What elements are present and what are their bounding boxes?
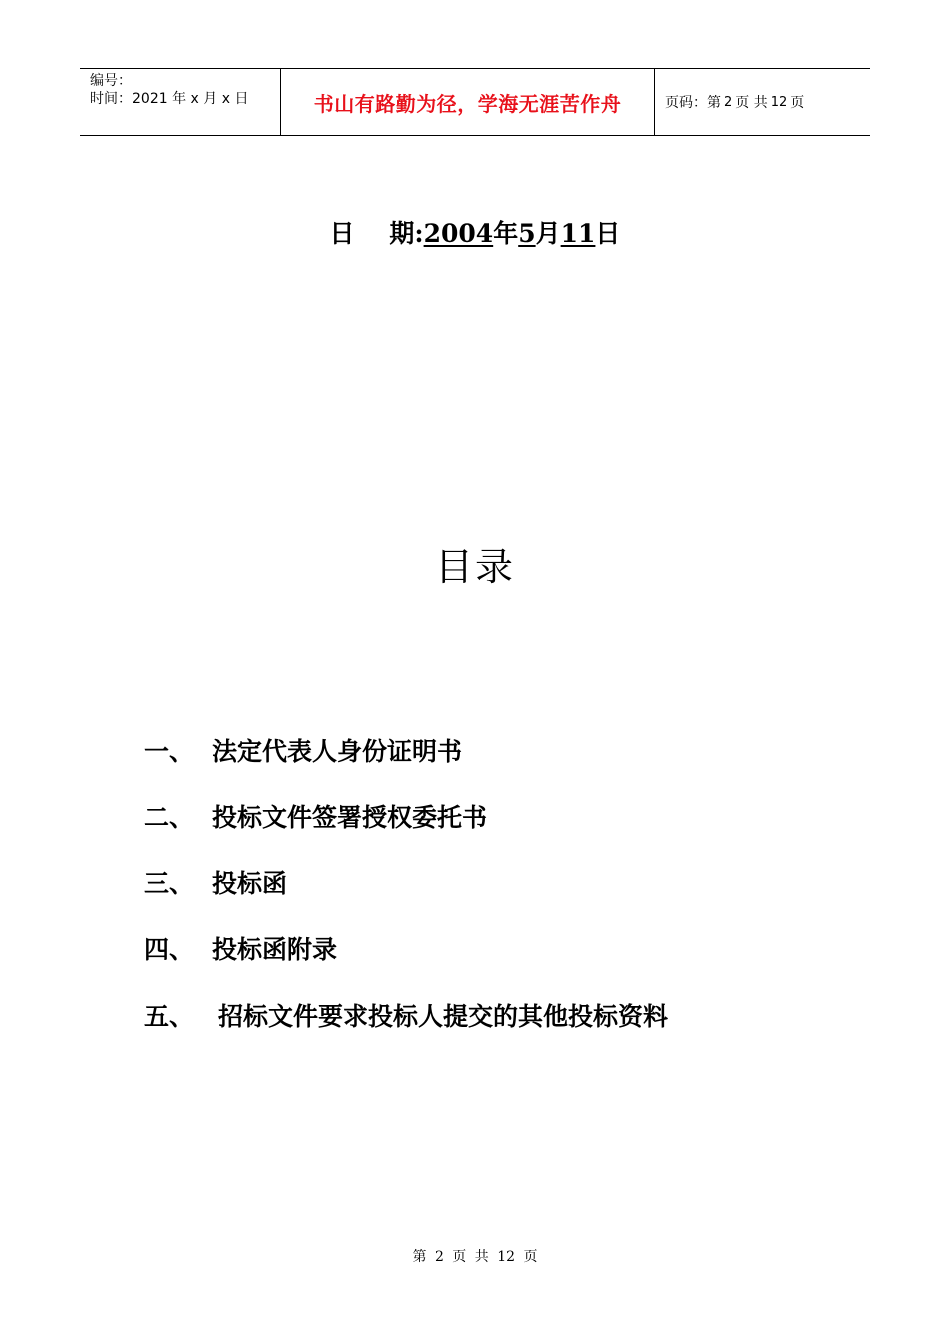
toc-item-number: 五、	[144, 1002, 195, 1031]
date-day-unit: 日	[595, 219, 621, 248]
page-label-prefix: 页码：第	[665, 95, 721, 111]
toc-item-text: 招标文件要求投标人提交的其他投标资料	[218, 1002, 669, 1031]
header-meta	[80, 69, 281, 135]
toc-item-number: 三、	[144, 869, 195, 898]
toc-item-number: 四、	[144, 935, 195, 964]
toc-item-text: 法定代表人身份证明书	[212, 737, 463, 766]
header-motto: 书山有路勤为径，学海无涯苦作舟	[281, 69, 655, 135]
page-current: 2	[724, 94, 733, 110]
toc-item	[144, 798, 487, 834]
date-month: 5	[518, 219, 536, 248]
toc-item-text: 投标函附录	[212, 935, 338, 964]
toc-item-number: 二、	[144, 803, 195, 832]
toc-item-number: 一、	[144, 737, 195, 766]
document-number-label: 编号：	[90, 73, 132, 89]
toc-item	[144, 997, 668, 1033]
page-label-suffix: 页	[790, 95, 805, 111]
toc-title: 目录	[434, 545, 515, 589]
toc-item-text: 投标文件签署授权委托书	[212, 803, 488, 832]
page-header	[80, 68, 870, 136]
header-page-number	[655, 69, 870, 135]
date-year: 2004	[423, 219, 494, 248]
toc-item-text: 投标函	[212, 869, 288, 898]
toc-item	[144, 732, 462, 768]
toc-item	[144, 930, 337, 966]
page-total: 12	[770, 94, 788, 110]
date-label: 日 期:	[329, 219, 424, 248]
document-time-label: 时间：2021 年 x 月 x 日	[90, 91, 249, 107]
date-year-unit: 年	[493, 219, 519, 248]
date-line	[0, 214, 950, 250]
page-label-mid: 页 共	[735, 95, 768, 111]
page-footer: 第 2 页 共 12 页	[412, 1249, 538, 1265]
toc-item	[144, 864, 287, 900]
date-month-unit: 月	[535, 219, 561, 248]
date-day: 11	[560, 219, 596, 248]
